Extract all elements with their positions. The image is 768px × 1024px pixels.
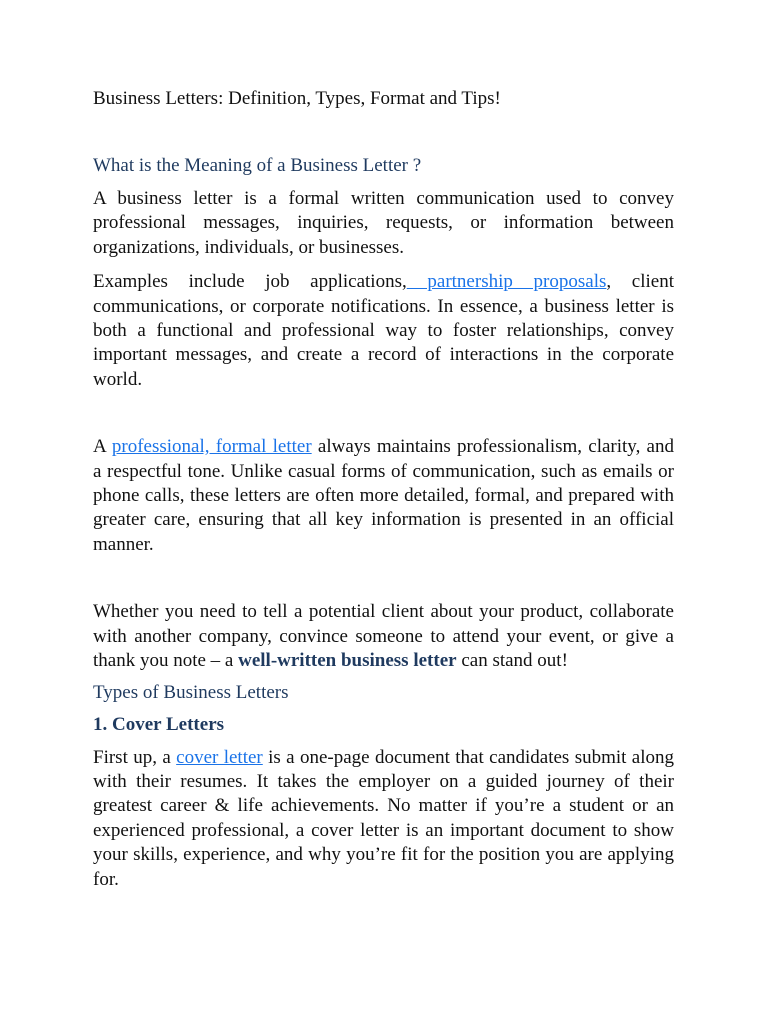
section-heading-types: Types of Business Letters — [93, 681, 289, 703]
paragraph-cover-letter — [93, 746, 674, 892]
text-span: A — [93, 436, 112, 458]
section-heading-meaning: What is the Meaning of a Business Letter ? — [93, 155, 422, 176]
text-span: always maintains professionalism, clarity, and a respectful tone. Unlike casual forms of communication, such as emails or phone calls, these letters are often more detailed, formal, and prepared with greater care, ensuring that all key information is presented in an official manner. — [93, 436, 674, 555]
text-span: , client communications, or corporate notifications. In essence, a business letter is both a functional and professional way to foster relationships, convey important messages, and create a record of interactions in the corporate world. — [93, 271, 675, 390]
document-page — [93, 86, 674, 892]
professional-formal-letter-link[interactable]: professional, formal letter — [111, 436, 312, 458]
paragraph-whether — [93, 600, 674, 673]
subsection-heading-cover-letters: 1. Cover Letters — [93, 713, 225, 735]
partnership-proposals-link[interactable]: partnership proposals — [406, 271, 607, 293]
paragraph-examples — [93, 270, 674, 392]
text-span: Examples include job applications, — [93, 271, 407, 293]
bold-term: well-written business letter — [238, 650, 457, 672]
paragraph-formal-letter — [93, 435, 674, 557]
paragraph-definition: A business letter is a formal written communication used to convey professional messages, inquiries, requests, or information between organizations, individuals, or businesses. — [93, 188, 674, 258]
cover-letter-link[interactable]: cover letter — [176, 746, 263, 768]
text-span: can stand out! — [456, 650, 568, 672]
document-title: Business Letters: Definition, Types, Format and Tips! — [93, 88, 501, 109]
text-span: is a one-page document that candidates submit along with their resumes. It takes the employer on a guided journey of their greatest career & life achievements. No matter if you’re a student or an experienced professional, a cover letter is an important document to show your skills, experience, and why you’re fit for the position you are applying for. — [93, 746, 675, 890]
text-span: First up, a — [93, 746, 177, 768]
text-span: Whether you need to tell a potential client about your product, collaborate with another company, convince someone to attend your event, or give a thank you note – a — [93, 601, 674, 672]
